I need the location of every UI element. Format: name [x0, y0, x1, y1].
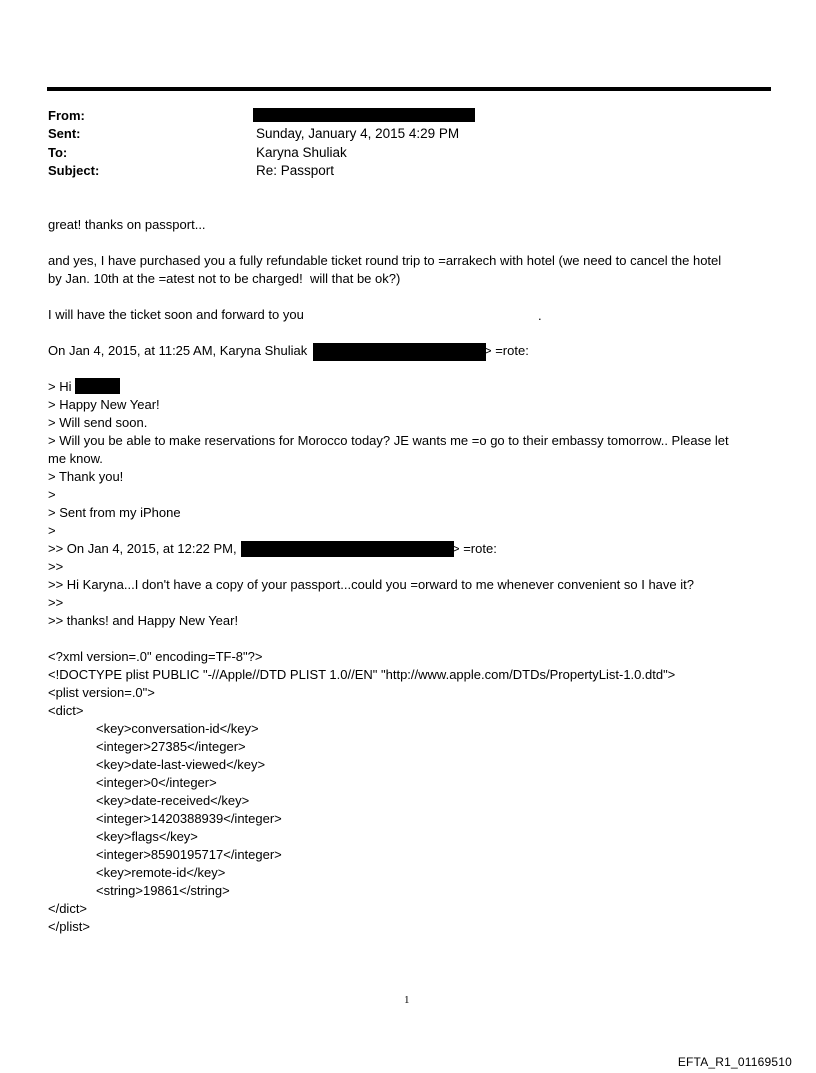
- quote-header-tail: > =rote:: [452, 541, 497, 556]
- redaction-email: [313, 343, 486, 361]
- plist-line: <dict>: [48, 703, 84, 718]
- body-line: by Jan. 10th at the =atest not to be charged! will that be ok?): [48, 271, 401, 286]
- quote-line: > Will send soon.: [48, 415, 148, 430]
- body-line: great! thanks on passport...: [48, 217, 206, 232]
- quote-line: >: [48, 487, 56, 502]
- body-line: I will have the ticket soon and forward to you: [48, 307, 304, 322]
- quote-line: >> thanks! and Happy New Year!: [48, 613, 239, 628]
- header-rule: [47, 87, 771, 91]
- body-line: and yes, I have purchased you a fully refundable ticket round trip to =arrakech with hotel (we need to cancel the hotel: [48, 253, 722, 268]
- plist-line: <integer>1420388939</integer>: [96, 811, 282, 826]
- document-id: EFTA_R1_01169510: [677, 1055, 792, 1069]
- quote-line: > Will you be able to make reservations for Morocco today? JE wants me =o go to their embassy tomorrow.. Please let: [48, 433, 729, 448]
- redaction-from: [253, 108, 475, 122]
- to-label: To:: [48, 145, 68, 160]
- quote-line: > Sent from my iPhone: [48, 505, 181, 520]
- reply-header-tail: > =rote:: [484, 343, 529, 358]
- subject-value: Re: Passport: [256, 163, 335, 178]
- quote-line: >>: [48, 559, 64, 574]
- quote-line: >> Hi Karyna...I don't have a copy of your passport...could you =orward to me whenever convenient so I have it?: [48, 577, 694, 592]
- quote-line: >>: [48, 595, 64, 610]
- to-value: Karyna Shuliak: [256, 145, 347, 160]
- redaction-email: [241, 541, 454, 557]
- plist-line: <integer>8590195717</integer>: [96, 847, 282, 862]
- reply-header: On Jan 4, 2015, at 11:25 AM, Karyna Shuliak: [48, 343, 308, 358]
- sent-label: Sent:: [48, 126, 81, 141]
- sent-value: Sunday, January 4, 2015 4:29 PM: [256, 126, 460, 141]
- plist-line: <key>conversation-id</key>: [96, 721, 259, 736]
- quote-line: me know.: [48, 451, 103, 466]
- quote-line: > Happy New Year!: [48, 397, 160, 412]
- plist-line: <plist version=.0">: [48, 685, 155, 700]
- from-label: From:: [48, 108, 85, 123]
- plist-line: <string>19861</string>: [96, 883, 230, 898]
- plist-line: <integer>27385</integer>: [96, 739, 246, 754]
- plist-line: <?xml version=.0" encoding=TF-8"?>: [48, 649, 263, 664]
- quote-header: >> On Jan 4, 2015, at 12:22 PM,: [48, 541, 237, 556]
- quote-line: >: [48, 523, 56, 538]
- page-number: 1: [404, 994, 410, 1006]
- plist-line: <key>date-last-viewed</key>: [96, 757, 266, 772]
- plist-line: </plist>: [48, 919, 90, 934]
- plist-line: <integer>0</integer>: [96, 775, 217, 790]
- plist-line: <key>remote-id</key>: [96, 865, 226, 880]
- quote-line: > Hi: [48, 379, 72, 394]
- quote-line: > Thank you!: [48, 469, 124, 484]
- plist-line: <key>flags</key>: [96, 829, 198, 844]
- redaction-name: [75, 378, 120, 394]
- subject-label: Subject:: [48, 163, 100, 178]
- stray-dot: .: [538, 308, 542, 323]
- plist-line: </dict>: [48, 901, 88, 916]
- plist-line: <key>date-received</key>: [96, 793, 250, 808]
- plist-line: <!DOCTYPE plist PUBLIC "-//Apple//DTD PLIST 1.0//EN" "http://www.apple.com/DTDs/PropertyList-1.0.dtd">: [48, 667, 676, 682]
